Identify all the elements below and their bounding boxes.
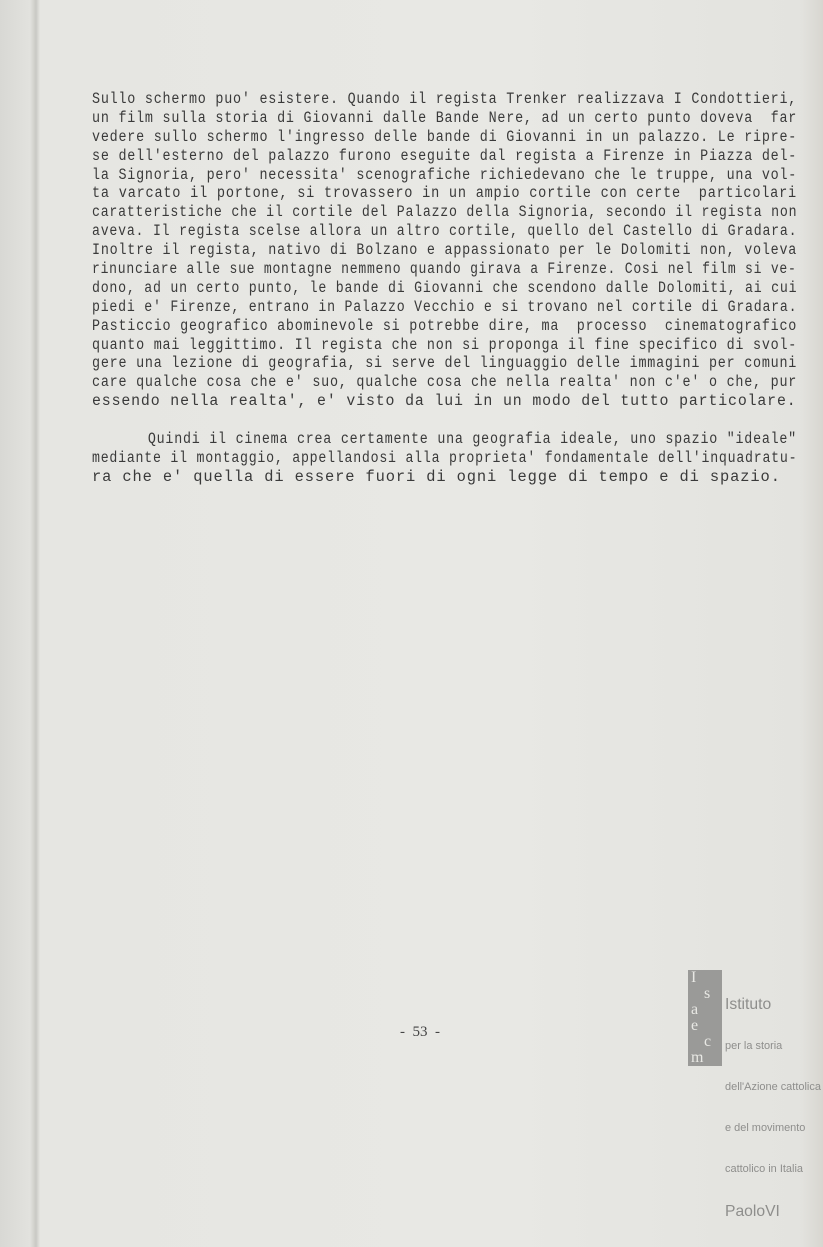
logo-letters [688, 970, 722, 1066]
text-line: vedere sullo schermo l'ingresso delle bande di Giovanni in un palazzo. Le ripre- [92, 127, 798, 146]
logo-line: e del movimento [725, 1121, 806, 1134]
logo-line: per la storia [725, 1040, 783, 1053]
paragraph-2 [92, 430, 802, 487]
text-line: Inoltre il regista, nativo di Bolzano e appassionato per le Dolomiti non, voleva [92, 241, 798, 260]
logo-text [725, 970, 823, 1247]
text-line: Pasticcio geografico abominevole si potrebbe dire, ma processo cinematografico [92, 316, 798, 335]
logo-line: dell'Azione cattolica [725, 1081, 821, 1094]
logo-letter: s [704, 986, 711, 1002]
logo-letter: I [691, 970, 697, 986]
text-line: dono, ad un certo punto, le bande di Giovanni che scendono dalle Dolomiti, ai cui [92, 278, 798, 297]
document-body [92, 90, 802, 487]
page-number: - 53 - [400, 1024, 440, 1040]
text-line: gere una lezione di geografia, si serve del linguaggio delle immagini per comuni [92, 354, 798, 373]
logo-line: cattolico in Italia [725, 1162, 803, 1175]
text-line: care qualche cosa che e' suo, qualche cosa che nella realta' non c'e' o che, pur [92, 373, 798, 392]
text-line: ta varcato il portone, si trovassero in un ampio cortile con certe particolari [92, 184, 797, 203]
text-line: essendo nella realta', e' visto da lui in un modo del tutto particolare. [92, 392, 797, 411]
text-line: caratteristiche che il cortile del Palazzo della Signoria, secondo il regista non [92, 203, 798, 222]
text-line: la Signoria, pero' necessita' scenografiche richiedevano che le truppe, una vol- [92, 165, 798, 184]
text-line: aveva. Il regista scelse allora un altro cortile, quello del Castello di Gradara. [92, 222, 798, 241]
text-line: quanto mai leggittimo. Il regista che non si proponga il fine specifico di svol- [92, 335, 798, 354]
logo-letter: e [691, 1018, 699, 1034]
text-line: Sullo schermo puo' esistere. Quando il regista Trenker realizzava I Condottieri, [92, 90, 798, 108]
text-line: piedi e' Firenze, entrano in Palazzo Vecchio e si trovano nel cortile di Gradara. [92, 297, 798, 316]
text-line: mediante il montaggio, appellandosi alla proprieta' fondamentale dell'inquadratu- [92, 449, 798, 468]
paragraph-1 [92, 90, 802, 411]
text-line: se dell'esterno del palazzo furono eseguite dal regista a Firenze in Piazza del- [92, 146, 798, 165]
isacem-logo [688, 970, 823, 1220]
logo-letter: m [691, 1050, 704, 1066]
logo-letter: c [704, 1034, 712, 1050]
text-line: Quindi il cinema crea certamente una geografia ideale, uno spazio "ideale" [147, 430, 797, 449]
text-line: rinunciare alle sue montagne nemmeno quando girava a Firenze. Cosi nel film si ve- [92, 260, 797, 279]
logo-letter: a [691, 1002, 699, 1018]
logo-line: Istituto [725, 996, 772, 1014]
logo-line: PaoloVI [725, 1202, 780, 1220]
text-line: un film sulla storia di Giovanni dalle Bande Nere, ad un certo punto doveva far [92, 108, 798, 127]
text-line: ra che e' quella di essere fuori di ogni legge di tempo e di spazio. [92, 467, 781, 486]
